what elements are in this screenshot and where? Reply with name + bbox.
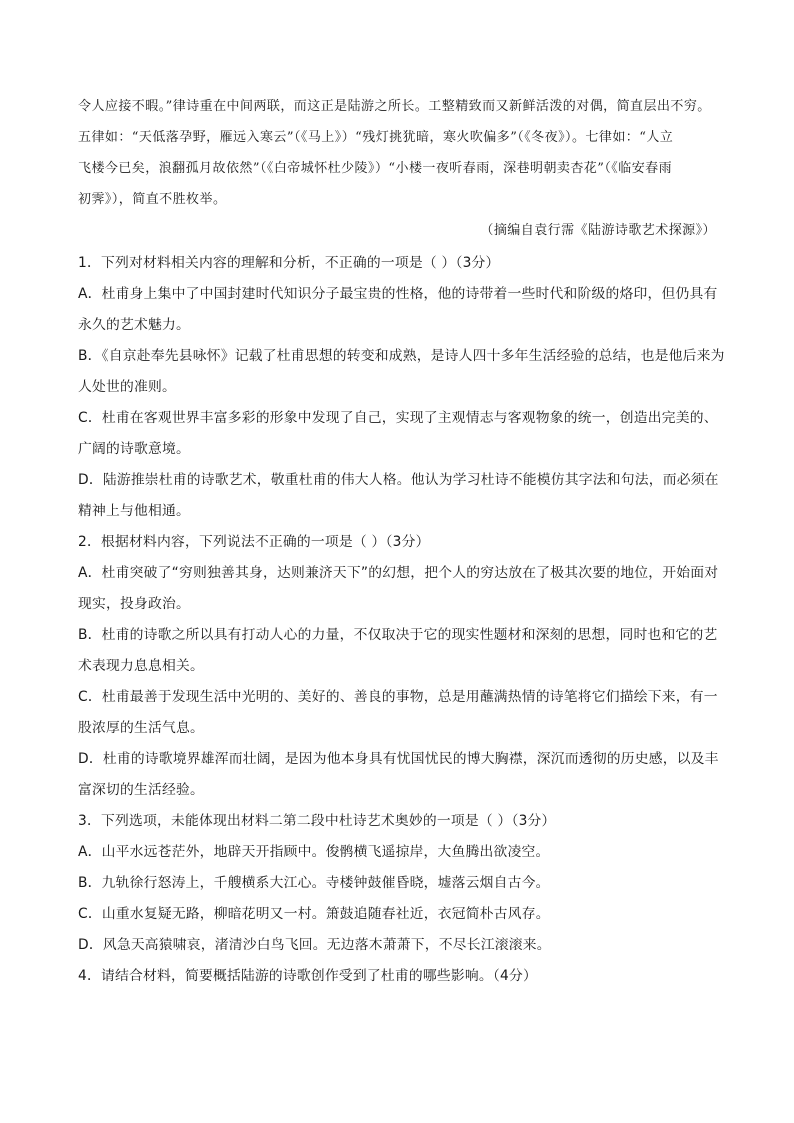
q1-option-a-cont: 永久的艺术魅力。 [78,317,190,333]
q2-option-a-cont: 现实，投身政治。 [78,596,190,612]
passage-line-3: 飞楼今已矣，浪翻孤月故依然”（《白帝城怀杜少陵》）“小楼一夜听春雨，深巷明朝卖杏花”（《临安春雨 [78,161,673,176]
q1-stem: 1．下列对材料相关内容的理解和分析，不正确的一项是（ ）（3分） [78,255,500,271]
q2-stem: 2．根据材料内容，下列说法不正确的一项是（ ）（3分） [78,534,430,550]
q1-option-c-cont: 广阔的诗歌意境。 [78,441,190,457]
q2-option-c-cont: 股浓厚的生活气息。 [78,720,204,736]
q1-option-b: B．《自京赴奉先县咏怀》记载了杜甫思想的转变和成熟，是诗人四十多年生活经验的总结，也是他后来为 [78,348,725,364]
q3-option-d: D．风急天高猿啸哀，渚清沙白鸟飞回。无边落木萧萧下，不尽长江滚滚来。 [78,937,551,953]
q3-option-b: B．九轨徐行怒涛上，千艘横系大江心。寺楼钟鼓催昏晓，墟落云烟自古今。 [78,875,550,891]
q1-option-d: D．陆游推崇杜甫的诗歌艺术，敬重杜甫的伟大人格。他认为学习杜诗不能模仿其字法和句法，而必须在 [78,472,719,488]
q1-option-a: A．杜甫身上集中了中国封建时代知识分子最宝贵的性格，他的诗带着一些时代和阶级的烙印，但仍具有 [78,286,718,302]
q4-stem: 4．请结合材料，简要概括陆游的诗歌创作受到了杜甫的哪些影响。（4分） [78,968,537,984]
q2-option-c: C．杜甫最善于发现生活中光明的、美好的、善良的事物，总是用蘸满热情的诗笔将它们描绘下来，有一 [78,689,718,705]
q1-option-c: C．杜甫在客观世界丰富多彩的形象中发现了自己，实现了主观情志与客观物象的统一，创造出完美的、 [78,410,718,426]
q2-option-b-cont: 术表现力息息相关。 [78,658,204,674]
q3-option-c: C．山重水复疑无路，柳暗花明又一村。箫鼓追随春社近，衣冠简朴古风存。 [78,906,550,922]
q2-option-d-cont: 富深切的生活经验。 [78,782,204,798]
passage-source: （摘编自袁行霈《陆游诗歌艺术探源》） [480,223,716,238]
q1-option-d-cont: 精神上与他相通。 [78,503,190,519]
passage-line-4: 初霁》），简直不胜枚举。 [78,192,227,207]
q3-stem: 3．下列选项，未能体现出材料二第二段中杜诗艺术奥妙的一项是（ ）（3分） [78,813,556,829]
q2-option-d: D．杜甫的诗歌境界雄浑而壮阔，是因为他本身具有忧国忧民的博大胸襟，深沉而透彻的历史感，以及丰 [78,751,719,767]
passage-line-2: 五律如：“天低落孕野，雁远入寒云”（《马上》）“残灯挑犹暗，寒火吹偏多”（《冬夜》）。七律如：“人立 [78,130,674,145]
q2-option-b: B．杜甫的诗歌之所以具有打动人心的力量，不仅取决于它的现实性题材和深刻的思想，同时也和它的艺 [78,627,718,643]
q3-option-a: A．山平水远苍茫外，地辟天开指顾中。俊鹘横飞遥掠岸，大鱼腾出欲凌空。 [78,844,550,860]
q1-option-b-cont: 人处世的准则。 [78,379,176,395]
q2-option-a: A．杜甫突破了“穷则独善其身，达则兼济天下”的幻想，把个人的穷达放在了极其次要的地位，开始面对 [78,565,719,581]
passage-line-1: 令人应接不暇。”律诗重在中间两联，而这正是陆游之所长。工整精致而又新鲜活泼的对偶，简直层出不穷。 [78,99,711,114]
